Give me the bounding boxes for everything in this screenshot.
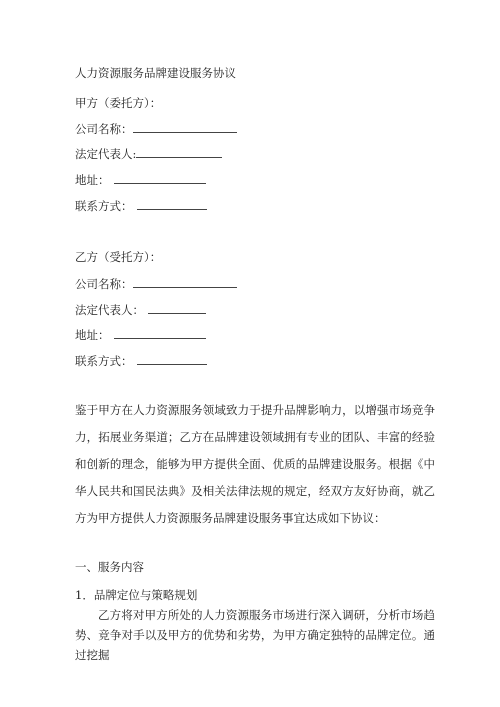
party-b-company-label: 公司名称： (75, 277, 133, 291)
party-b-company-blank (133, 276, 237, 288)
party-a-company-label: 公司名称： (75, 122, 133, 136)
party-b-company-row (75, 276, 237, 291)
section-1-heading: 一、服务内容 (75, 560, 144, 574)
party-b-rep-label: 法定代表人： (75, 303, 144, 317)
party-b-heading: 乙方（受托方）： (75, 250, 162, 264)
party-b-contact-blank (137, 353, 207, 365)
party-b-address-label: 地址： (75, 328, 110, 342)
party-b-rep-row (75, 302, 206, 317)
party-b-contact-label: 联系方式： (75, 354, 133, 368)
party-b-rep-blank (148, 302, 206, 314)
party-a-contact-blank (137, 198, 207, 210)
party-a-rep-blank (136, 146, 222, 158)
item-1-heading: 1．品牌定位与策略规划 (75, 588, 198, 602)
document-title: 人力资源服务品牌建设服务协议 (75, 66, 236, 80)
party-a-address-label: 地址： (75, 173, 110, 187)
party-a-company-blank (133, 121, 237, 133)
party-a-rep-label: 法定代表人: (75, 147, 137, 161)
party-a-address-row (75, 172, 206, 187)
party-b-address-blank (114, 327, 206, 339)
item-1-body: 乙方将对甲方所处的人力资源服务市场进行深入调研，分析市场趋势、竞争对手以及甲方的优势和劣势，为甲方确定独特的品牌定位。通过挖掘 (75, 608, 435, 662)
party-b-contact-row (75, 353, 207, 368)
preamble-paragraph: 鉴于甲方在人力资源服务领域致力于提升品牌影响力，以增强市场竞争力，拓展业务渠道；乙方在品牌建设领域拥有专业的团队、丰富的经验和创新的理念，能够为甲方提供全面、优质的品牌建设服务。根据《中华人民共和国民法典》及相关法律法规的规定，经双方友好协商，就乙方为甲方提供人力资源服务品牌建设服务事宜达成如下协议： (75, 403, 435, 525)
party-a-heading: 甲方（委托方）： (75, 96, 162, 110)
party-a-rep-row (75, 146, 222, 161)
party-a-contact-row (75, 198, 207, 213)
party-b-address-row (75, 327, 206, 342)
party-a-contact-label: 联系方式： (75, 199, 133, 213)
party-a-address-blank (114, 172, 206, 184)
party-a-company-row (75, 121, 237, 136)
